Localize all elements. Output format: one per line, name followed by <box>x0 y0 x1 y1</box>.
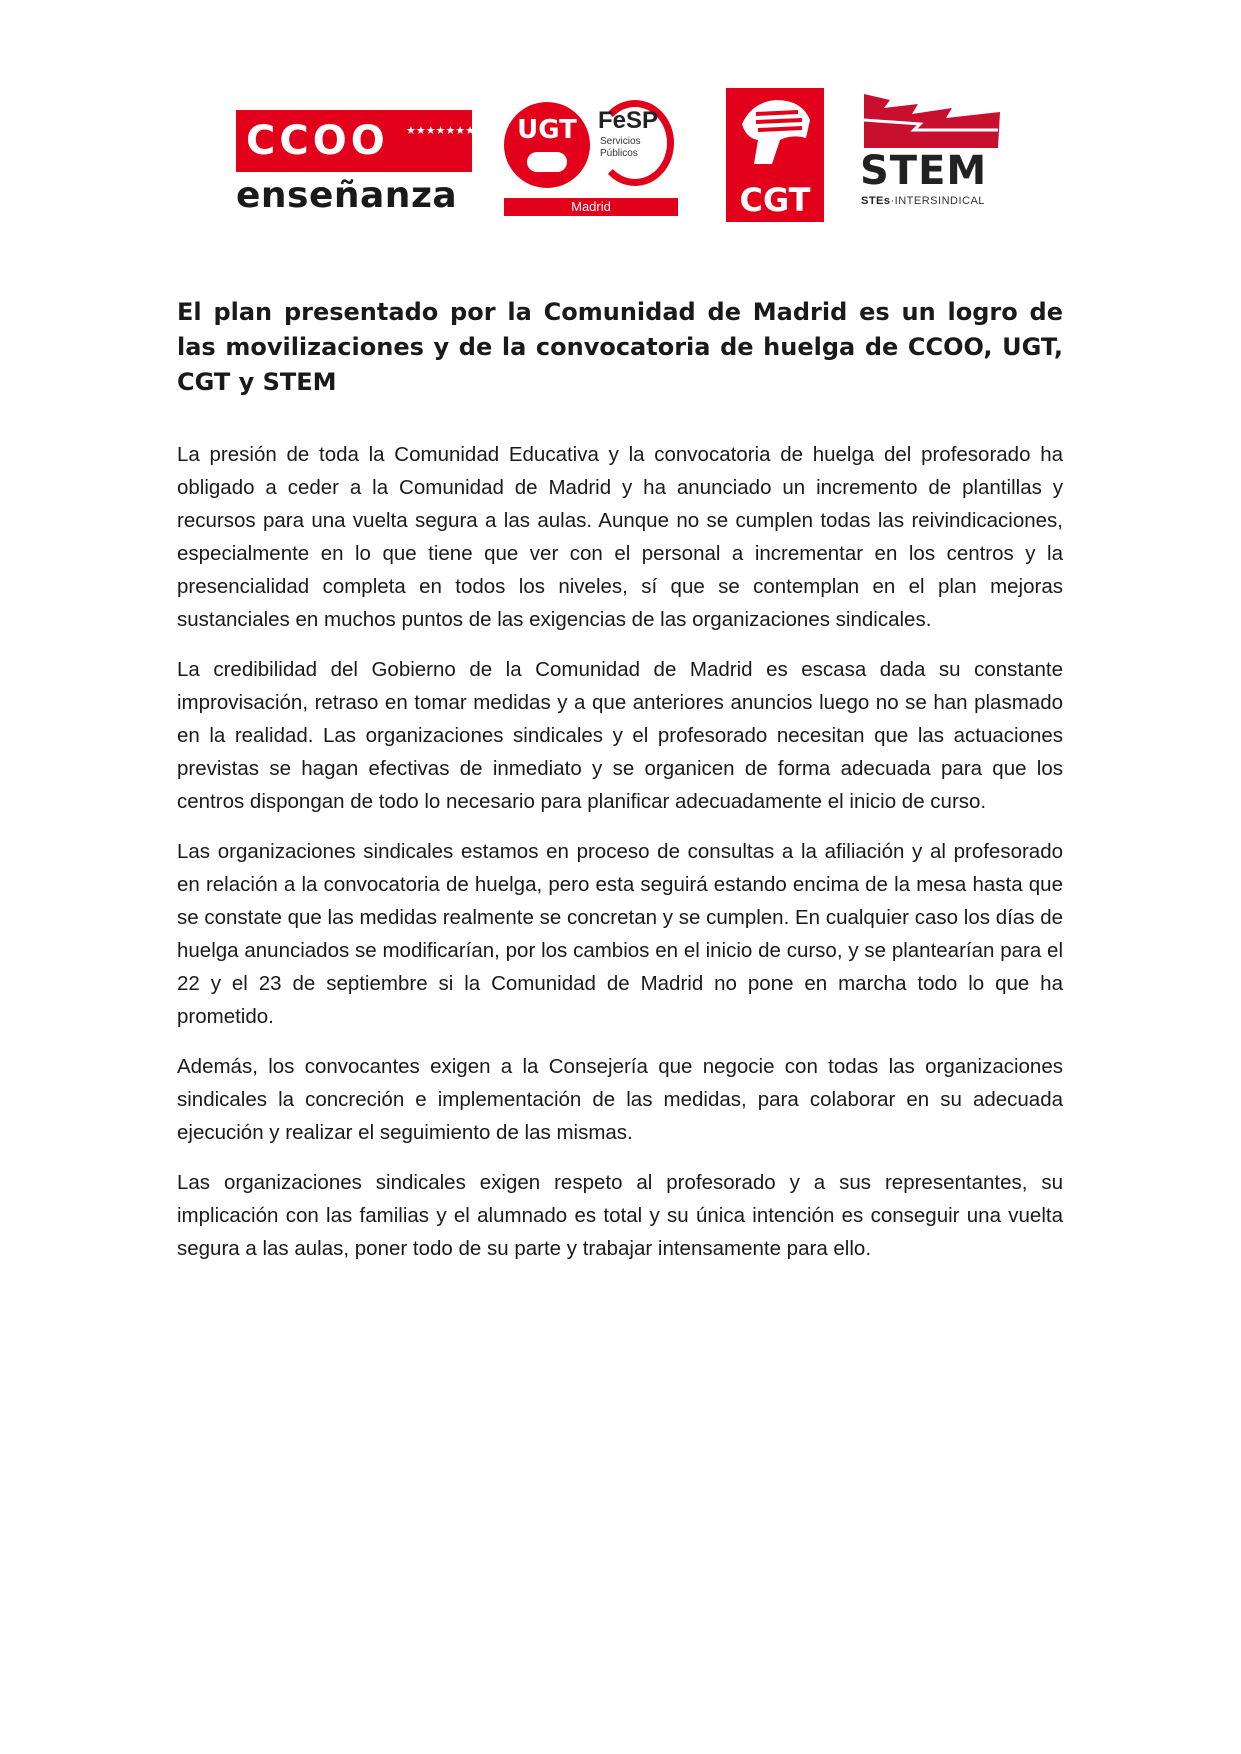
ugt-fesp-logo <box>504 102 678 220</box>
paragraph: La presión de toda la Comunidad Educativa y la convocatoria de huelga del profesorado ha obligado a ceder a la Comunidad de Madrid y ha anunciado un incremento de plantillas y recursos para una vuelta segura a las aulas. Aunque no se cumplen todas las reivindicaciones, especialmente en lo que tiene que ver con el personal a incrementar en los centros y la presencialidad completa en todos los niveles, sí que se contemplan en el plan mejoras sustanciales en muchos puntos de las exigencias de las organizaciones sindicales. <box>177 443 1063 631</box>
stem-subtitle <box>861 194 985 208</box>
stem-logo <box>860 90 1006 222</box>
cgt-mark: CGT <box>739 181 811 219</box>
ugt-mark: UGT <box>517 115 577 145</box>
fesp-subtitle: Servicios Públicos <box>600 136 641 159</box>
ccoo-mark: CCOO <box>246 118 389 164</box>
stem-sub-intersindical: ·INTERSINDICAL <box>890 195 985 207</box>
ccoo-subtitle: enseñanza <box>236 175 458 216</box>
cgt-logo <box>726 88 824 222</box>
ccoo-stars-icon: ★★★★★★★ <box>406 125 476 137</box>
stem-mark: STEM <box>860 148 988 194</box>
document-body <box>177 438 1063 1282</box>
document-title: El plan presentado por la Comunidad de Madrid es un logro de las movilizaciones y de la convocatoria de huelga de CCOO, UGT, CGT y STEM <box>177 298 1063 396</box>
paragraph: Las organizaciones sindicales estamos en proceso de consultas a la afiliación y al profesorado en relación a la convocatoria de huelga, pero esta seguirá estando encima de la mesa hasta que se constate que las medidas realmente se concretan y se cumplen. En cualquier caso los días de huelga anunciados se modificarían, por los cambios en el inicio de curso, y se plantearían para el 22 y el 23 de septiembre si la Comunidad de Madrid no pone en marcha todo lo que ha prometido. <box>177 840 1063 1028</box>
paragraph: La credibilidad del Gobierno de la Comunidad de Madrid es escasa dada su constante improvisación, retraso en tomar medidas y a que anteriores anuncios luego no se han plasmado en la realidad. Las organizaciones sindicales y el profesorado necesitan que las actuaciones previstas se hagan efectivas de inmediato y se organicen de forma adecuada para que los centros dispongan de todo lo necesario para planificar adecuadamente el inicio de curso. <box>177 658 1063 813</box>
handshake-icon <box>527 152 567 172</box>
stem-flag-icon <box>860 90 1006 154</box>
fesp-mark: FeSP <box>598 107 659 134</box>
ugt-region: Madrid <box>504 198 678 216</box>
ccoo-red-bar <box>236 110 476 172</box>
stem-sub-stes: STEs <box>861 195 891 207</box>
paragraph: Además, los convocantes exigen a la Consejería que negocie con todas las organizaciones sindicales la concreción e implementación de las medidas, para colaborar en su adecuada ejecución y realizar el seguimiento de las mismas. <box>177 1055 1063 1144</box>
raised-fist-icon <box>732 94 818 170</box>
union-logos <box>236 88 1016 228</box>
ccoo-ensenanza-logo <box>236 110 476 218</box>
paragraph: Las organizaciones sindicales exigen respeto al profesorado y a sus representantes, su implicación con las familias y el alumnado es total y su única intención es conseguir una vuelta segura a las aulas, poner todo de su parte y trabajar intensamente para ello. <box>177 1171 1063 1260</box>
